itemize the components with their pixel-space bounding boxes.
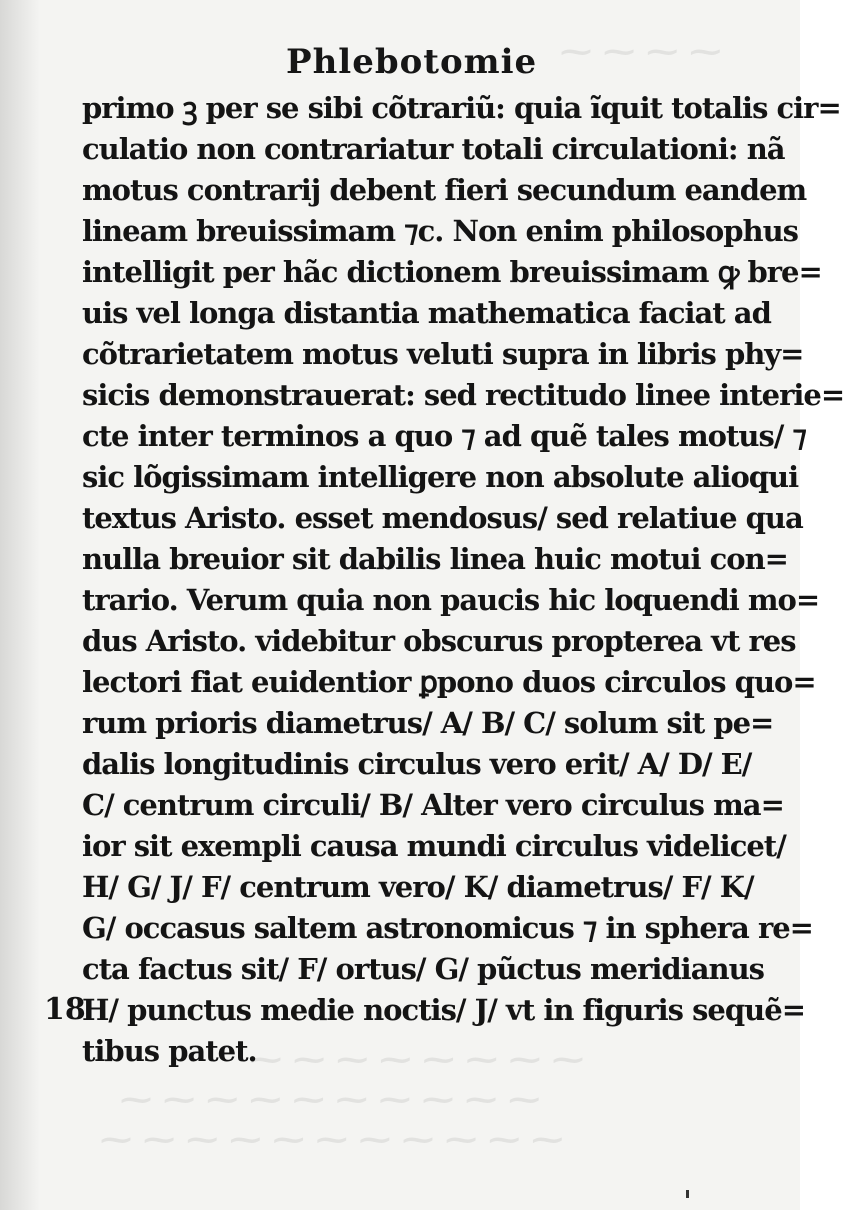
text-line: cte inter terminos a quo ⁊ ad quẽ tales motus/ ⁊ <box>82 419 806 453</box>
text-line: lectori fiat euidentior ꝑpono duos circulos quo= <box>82 665 816 699</box>
text-line: H/ punctus medie noctis/ J/ vt in figuris sequẽ= <box>82 993 805 1027</box>
text-line: H/ G/ J/ F/ centrum vero/ K/ diametrus/ F/ K/ <box>82 870 754 904</box>
text-line: sicis demonstrauerat: sed rectitudo linee interie= <box>82 378 844 412</box>
folio-number: 18 <box>44 992 86 1027</box>
ink-speck <box>686 1190 689 1198</box>
text-line: trario. Verum quia non paucis hic loquendi mo= <box>82 583 820 617</box>
text-line: dus Aristo. videbitur obscurus propterea vt res <box>82 624 796 658</box>
show-through-bottom-2: ⁓ ⁓ ⁓ ⁓ ⁓ ⁓ ⁓ ⁓ ⁓ ⁓ <box>120 1080 541 1118</box>
text-block <box>82 88 844 1072</box>
page-gutter-shadow <box>0 0 40 1210</box>
running-head: Phlebotomie <box>286 42 538 82</box>
text-line: C/ centrum circuli/ B/ Alter vero circulus ma= <box>82 788 784 822</box>
text-line: primo ꝫ per se sibi cõtrariũ: quia ĩquit totalis cir= <box>82 91 841 125</box>
text-line: cta factus sit/ F/ ortus/ G/ pũctus meridianus <box>82 952 764 986</box>
text-line: lineam breuissimam ⁊c. Non enim philosophus <box>82 214 798 248</box>
show-through-top: ⁓ ⁓ ⁓ ⁓ <box>560 32 722 70</box>
text-line: G/ occasus saltem astronomicus ⁊ in sphera re= <box>82 911 813 945</box>
text-line: nulla breuior sit dabilis linea huic motui con= <box>82 542 788 576</box>
text-line: motus contrarij debent fieri secundum eandem <box>82 173 807 207</box>
show-through-bottom-1: ⁓ ⁓ ⁓ ⁓ ⁓ ⁓ ⁓ ⁓ <box>250 1040 584 1078</box>
show-through-bottom-3: ⁓ ⁓ ⁓ ⁓ ⁓ ⁓ ⁓ ⁓ ⁓ ⁓ ⁓ <box>100 1120 564 1158</box>
text-line: cõtrarietatem motus veluti supra in libris phy= <box>82 337 804 371</box>
text-line: sic lõgissimam intelligere non absolute alioqui <box>82 460 799 494</box>
text-line: intelligit per hãc dictionem breuissimam ꝙ bre= <box>82 255 822 289</box>
text-line: tibus patet. <box>82 1034 257 1068</box>
text-line: textus Aristo. esset mendosus/ sed relatiue qua <box>82 501 803 535</box>
text-line: ior sit exempli causa mundi circulus videlicet/ <box>82 829 786 863</box>
text-line: uis vel longa distantia mathematica faciat ad <box>82 296 771 330</box>
text-line: dalis longitudinis circulus vero erit/ A/ D/ E/ <box>82 747 752 781</box>
text-line: culatio non contrariatur totali circulationi: nã <box>82 132 785 166</box>
text-line: rum prioris diametrus/ A/ B/ C/ solum sit pe= <box>82 706 774 740</box>
